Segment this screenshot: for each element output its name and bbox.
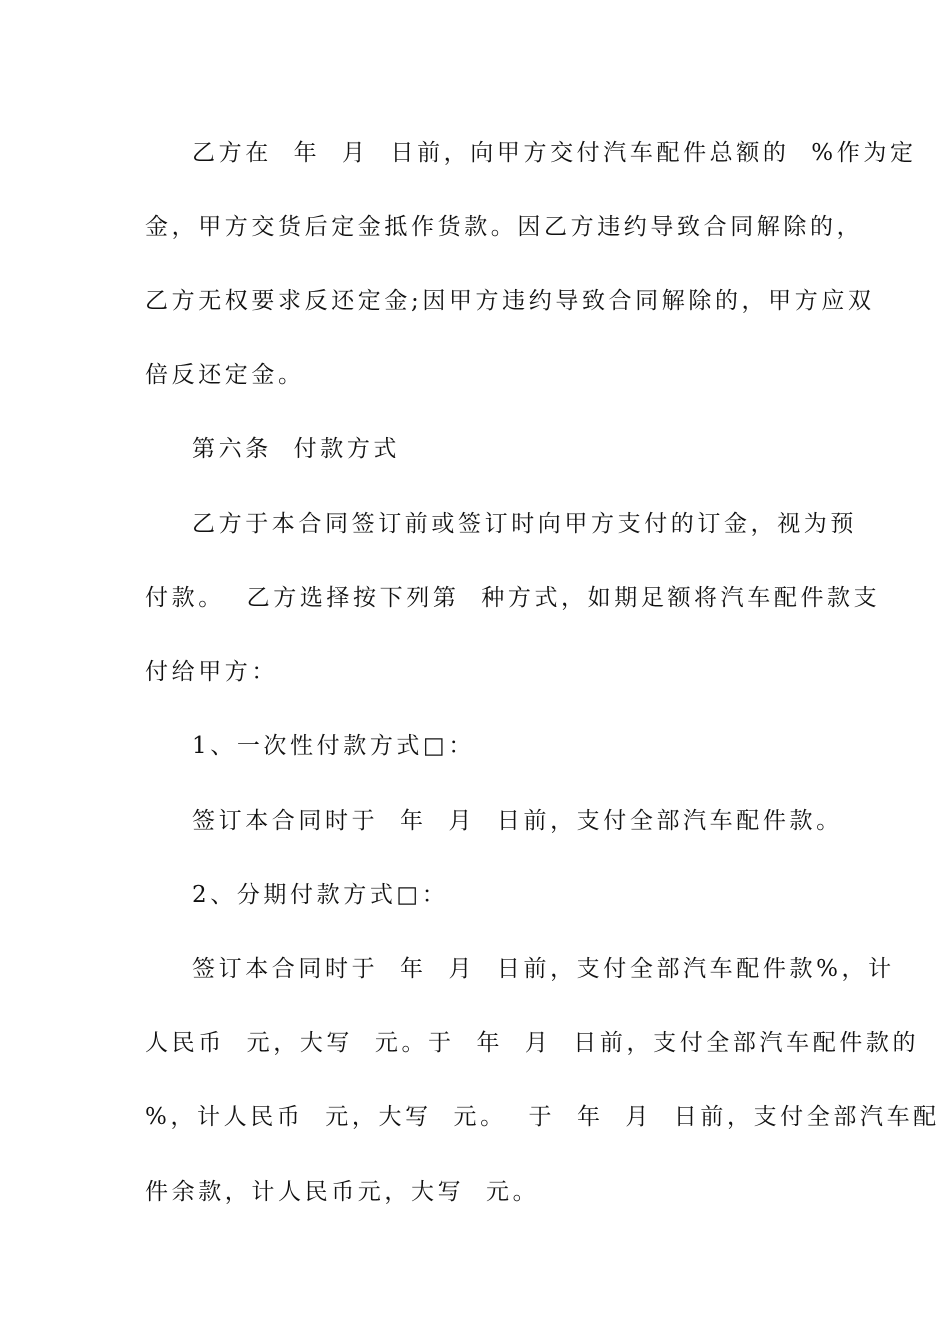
paragraph-deposit-line-3: 乙方无权要求反还定金;因甲方违约导致合同解除的，甲方应双: [145, 288, 875, 314]
option-installment-line-4: 件余款，计人民币元，大写 元。: [145, 1179, 540, 1205]
option-lump-sum-heading: 1、一次性付款方式□：: [192, 733, 475, 759]
section-heading-payment-method: 第六条 付款方式: [192, 436, 401, 462]
paragraph-prepayment-line-1: 乙方于本合同签订前或签订时向甲方支付的订金，视为预: [192, 511, 857, 537]
option-installment-line-3: %，计人民币 元，大写 元。 于 年 月 日前，支付全部汽车配: [145, 1104, 940, 1130]
paragraph-deposit-line-4: 倍反还定金。: [145, 362, 305, 388]
paragraph-prepayment-line-2: 付款。 乙方选择按下列第 种方式，如期足额将汽车配件款支: [145, 585, 881, 611]
option-installment-line-1: 签订本合同时于 年 月 日前，支付全部汽车配件款%，计: [192, 956, 895, 982]
paragraph-prepayment-line-3: 付给甲方：: [145, 659, 278, 685]
paragraph-deposit-line-2: 金，甲方交货后定金抵作货款。因乙方违约导致合同解除的，: [145, 214, 864, 240]
option-installment-line-2: 人民币 元，大写 元。于 年 月 日前，支付全部汽车配件款的: [145, 1030, 920, 1056]
option-installment-heading: 2、分期付款方式□：: [192, 882, 449, 908]
paragraph-deposit-line-1: 乙方在 年 月 日前，向甲方交付汽车配件总额的 %作为定: [192, 140, 917, 166]
option-lump-sum-detail: 签订本合同时于 年 月 日前，支付全部汽车配件款。: [192, 808, 843, 834]
